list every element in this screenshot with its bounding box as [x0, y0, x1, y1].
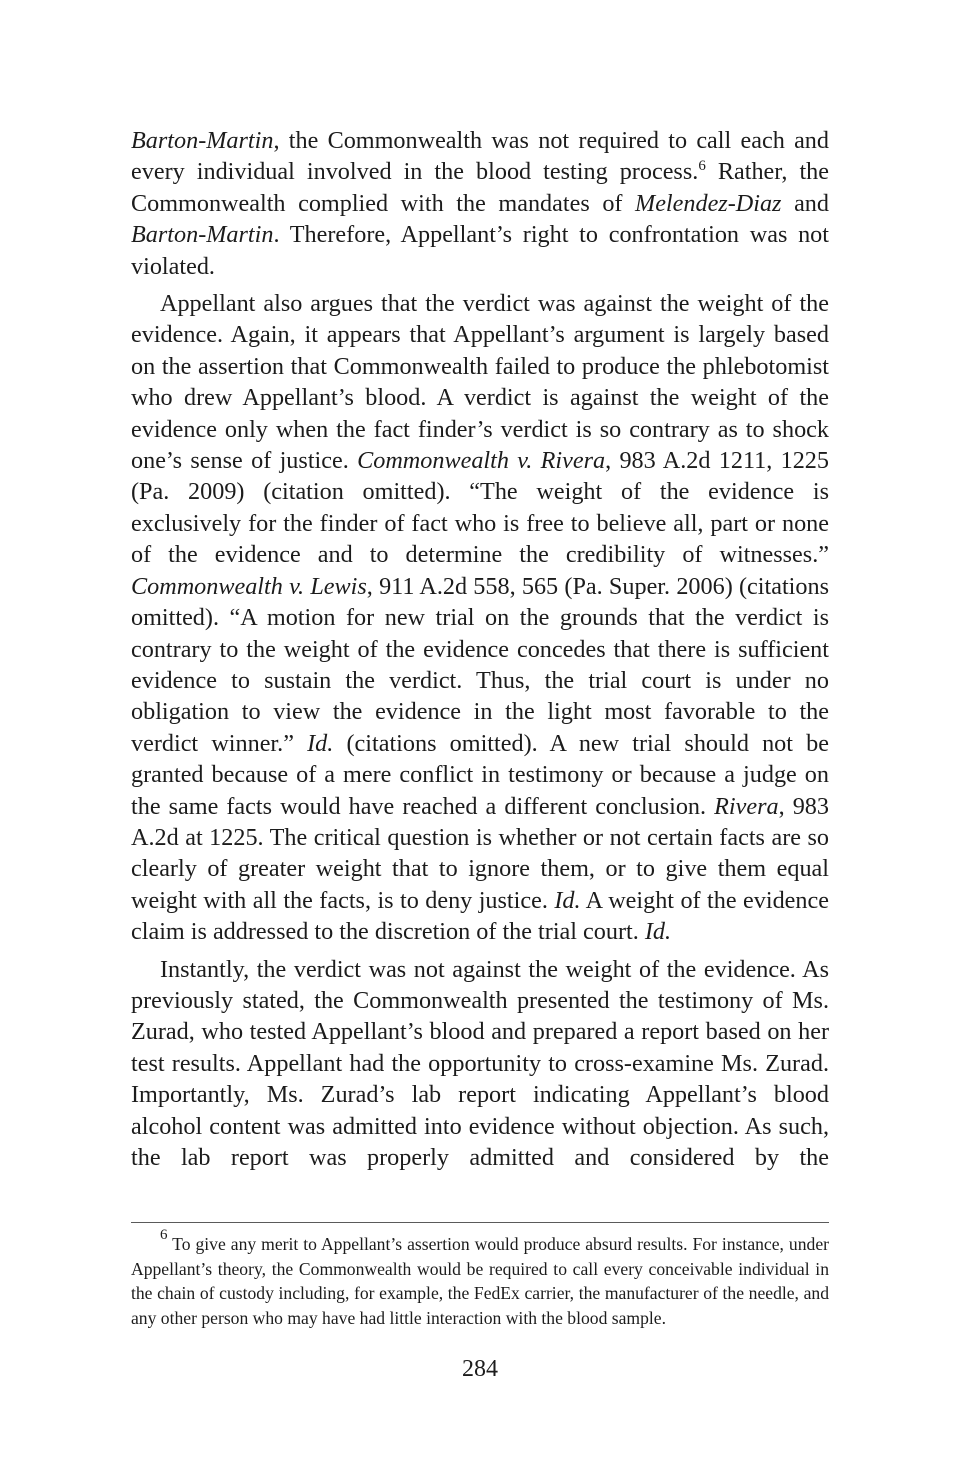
footnote-divider: [131, 1222, 829, 1223]
text-run: Appellant also argues that the verdict was against the weight of the evidence. Again, it appears that Appellant’s argument is largely based on the assertion that Commonwealth failed to produce the phlebotomist who drew Appellant’s blood. A verdict is against the weight of the evidence only when the fact finder’s verdict is so contrary as to shock one’s sense of justice.: [131, 290, 829, 475]
paragraph-3: [131, 954, 829, 1174]
case-citation: Commonwealth v. Rivera: [357, 447, 606, 475]
case-name: Melendez-Diaz: [635, 189, 782, 217]
case-citation: Rivera: [714, 792, 779, 820]
text-run: Rather, the Commonwealth complied with the mandates of: [131, 158, 830, 217]
case-name: Barton-Martin: [131, 221, 274, 249]
text-run: Instantly, the verdict was not against the weight of the evidence. As previously stated, the Commonwealth presented the testimony of Ms. Zurad, who tested Appellant’s blood and prepared a report based on her test results. Appellant had the opportunity to cross-examine Ms. Zurad. Importantly, Ms. Zurad’s lab report indicating Appellant’s blood alcohol content was admitted into evidence without objection. As such, the lab report was properly admitted and considered by the: [131, 955, 829, 1171]
paragraph-2: [131, 288, 829, 948]
case-name: Barton-Martin: [131, 127, 274, 154]
case-citation: Commonwealth v. Lewis: [131, 572, 367, 600]
text-run: and: [781, 189, 829, 217]
footnote-number: 6: [160, 1227, 168, 1244]
footnote-6: [131, 1227, 829, 1330]
main-text: [131, 125, 829, 1179]
footnote-text: To give any merit to Appellant’s assertion would produce absurd results. For instance, under Appellant’s theory, the Commonwealth would be required to call every conceivable individual in the chain of custody including, for example, the FedEx carrier, the manufacturer of the needle, and any other person who may have had little interaction with the blood sample.: [131, 1234, 829, 1328]
page-number: 284: [462, 1356, 498, 1382]
text-run: , the Commonwealth was not required to call each and every individual involved in the blood testing process.: [131, 127, 829, 186]
id-citation: Id.: [554, 886, 581, 914]
id-citation: Id.: [307, 729, 334, 757]
id-citation: Id.: [644, 918, 672, 946]
text-run: A weight of the evidence claim is addressed to the discretion of the trial court.: [131, 886, 829, 946]
footnote-reference[interactable]: 6: [698, 158, 706, 175]
paragraph-1: [131, 125, 829, 282]
text-run: , 983 A.2d at 1225. The critical question is whether or not certain facts are so clearly of greater weight that to ignore them, or to give them equal weight with all the facts, is to deny justice.: [131, 792, 829, 914]
text-run: , 911 A.2d 558, 565 (Pa. Super. 2006) (citations omitted). “A motion for new trial on the grounds that the verdict is contrary to the weight of the evidence concedes that there is sufficient evidence to sustain the verdict. Thus, the trial court is under no obligation to view the evidence in the light most favorable to the verdict winner.”: [131, 572, 829, 757]
text-run: , 983 A.2d 1211, 1225 (Pa. 2009) (citation omitted). “The weight of the evidence is exclusively for the finder of fact who is free to believe all, part or none of the evidence and to determine the credibility of witnesses.”: [131, 447, 829, 569]
text-run: (citations omitted). A new trial should not be granted because of a mere conflict in testimony or because a judge on the same facts would have reached a different conclusion.: [131, 729, 829, 820]
text-run: . Therefore, Appellant’s right to confrontation was not violated.: [131, 221, 829, 280]
